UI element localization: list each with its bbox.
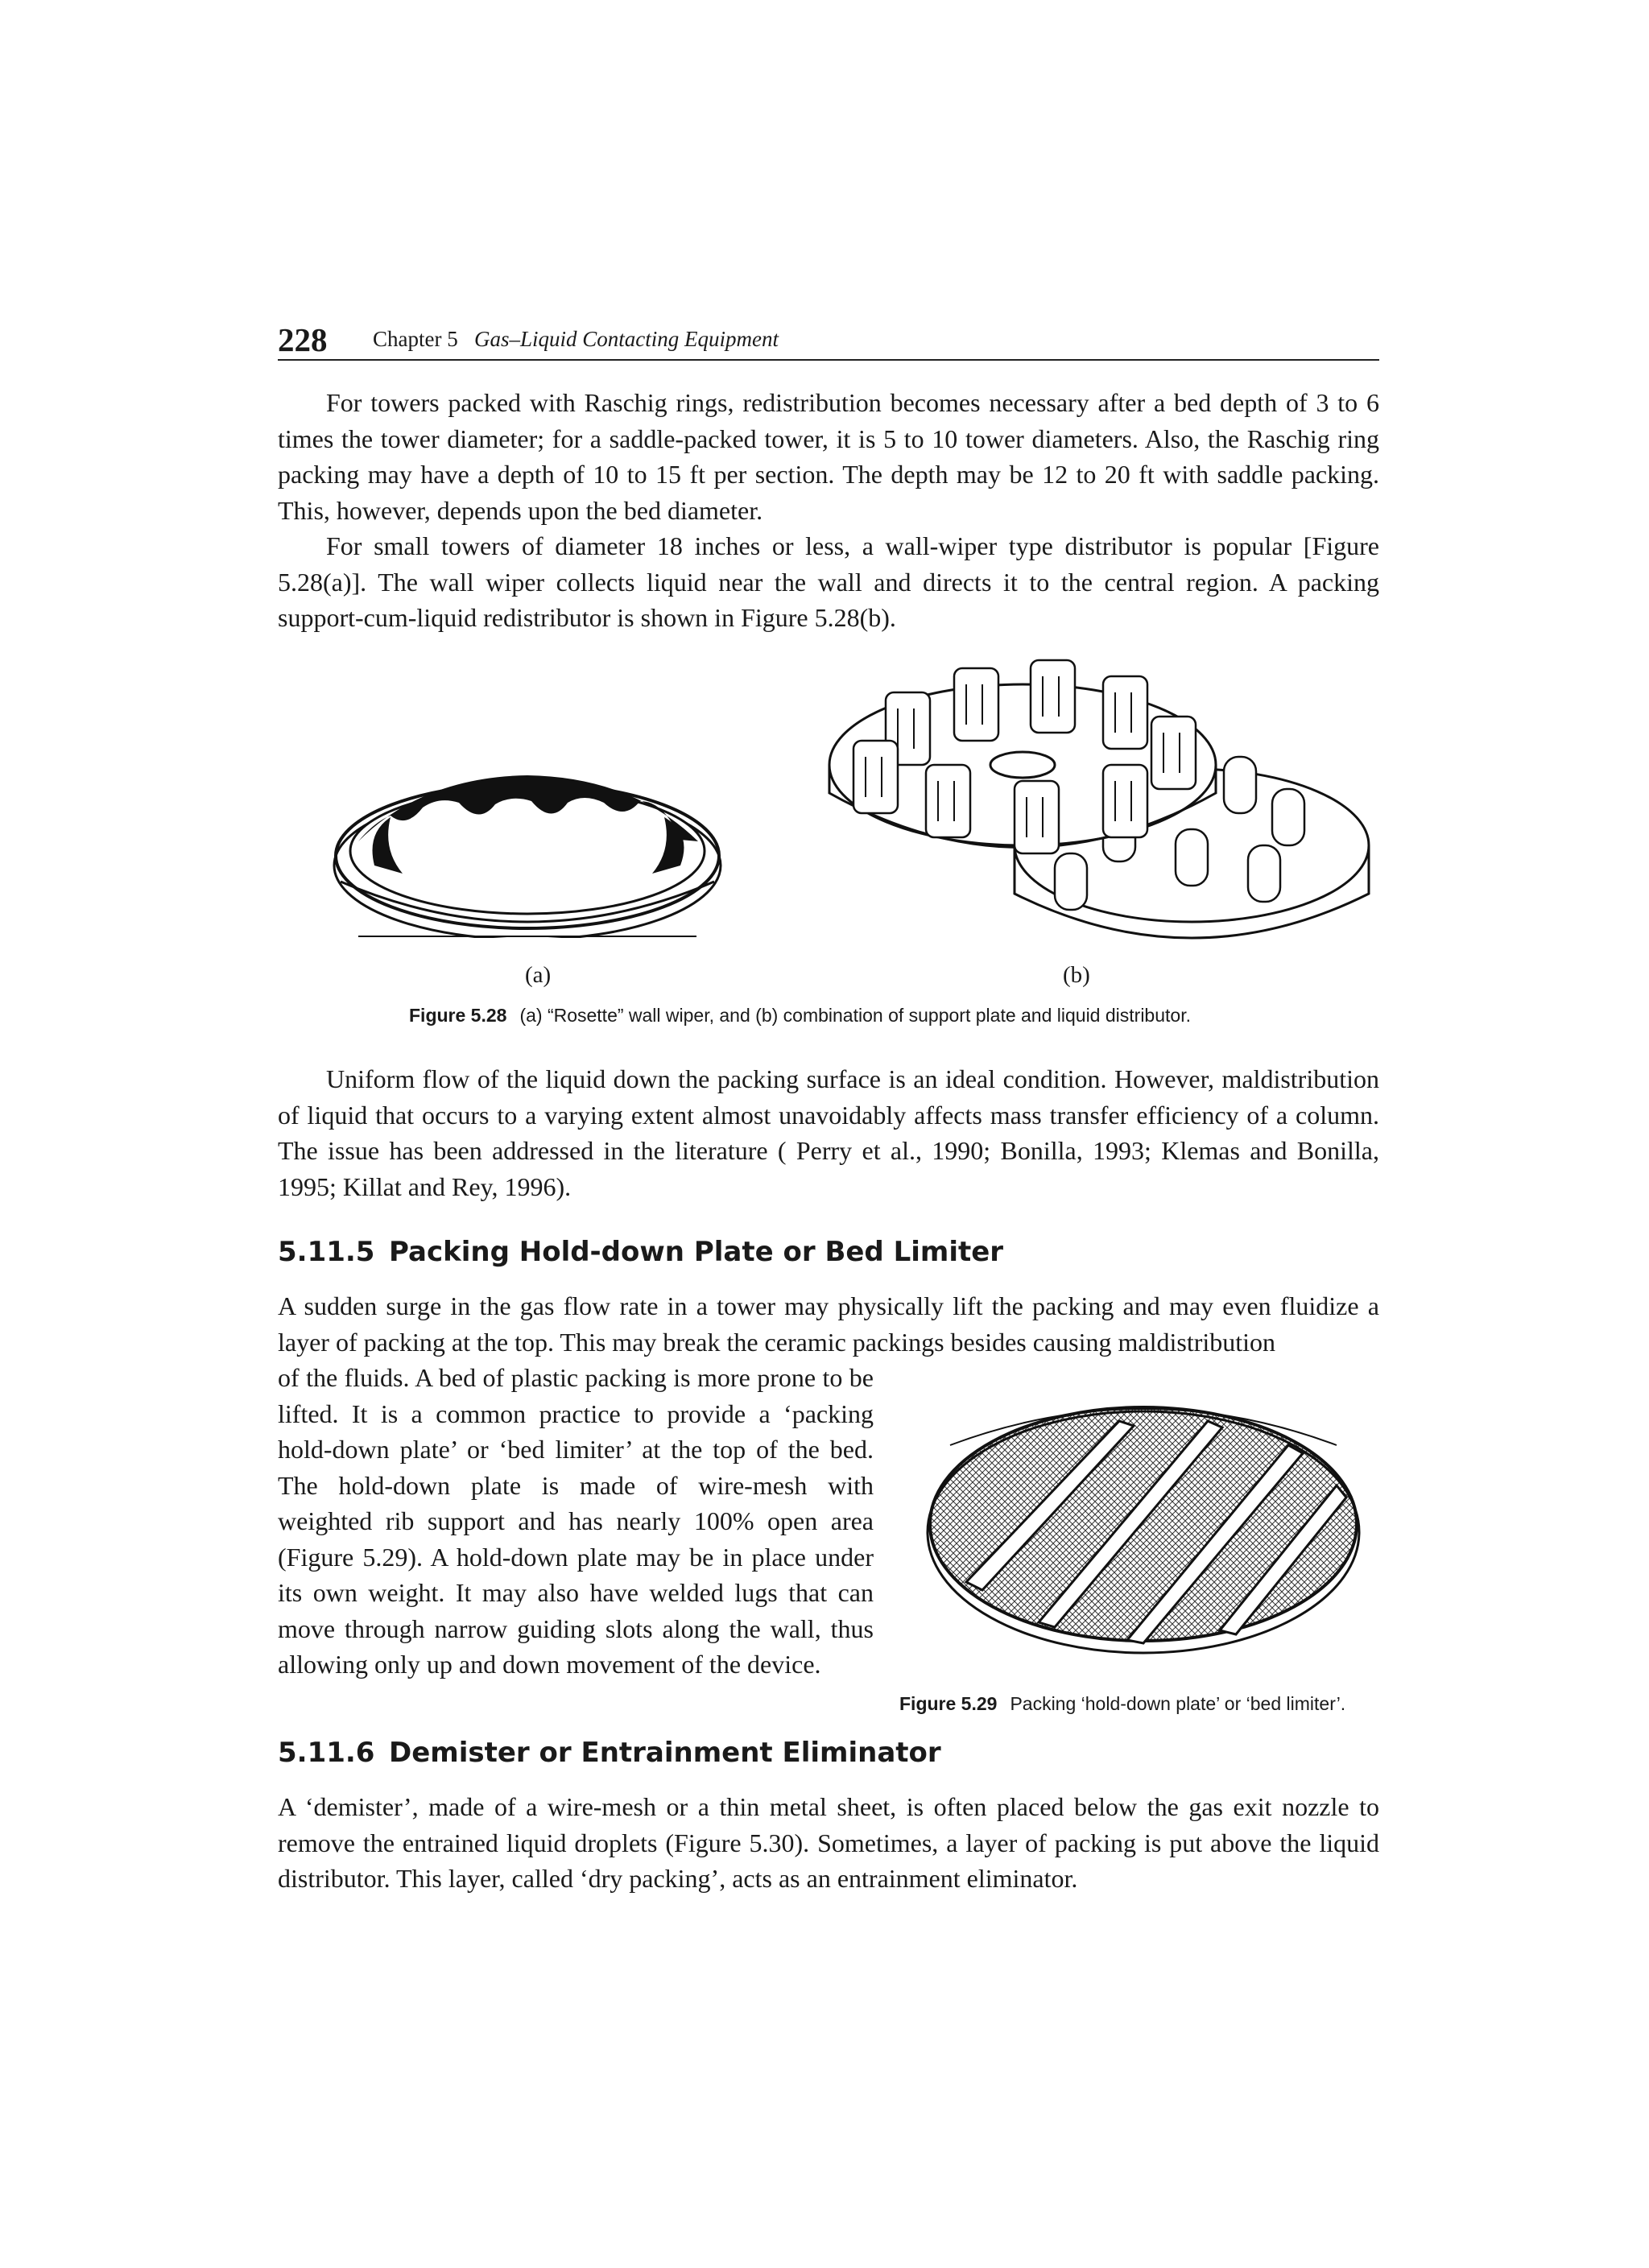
section-title: Demister or Entrainment Eliminator bbox=[389, 1737, 941, 1769]
figure-5-28-label-b: (b) bbox=[1063, 962, 1090, 988]
section-number: 5.11.5 bbox=[278, 1236, 375, 1268]
support-plate-distributor-illustration bbox=[813, 644, 1377, 966]
page-number: 228 bbox=[278, 321, 328, 358]
chapter-heading bbox=[373, 327, 779, 352]
rosette-wall-wiper-illustration bbox=[326, 745, 729, 938]
figure-5-28-label-a: (a) bbox=[525, 962, 552, 988]
running-header bbox=[278, 320, 1379, 361]
figure-5-28-caption bbox=[409, 1005, 1191, 1027]
figure-5-29-number: Figure 5.29 bbox=[899, 1693, 998, 1714]
paragraph-maldistribution: Uniform flow of the liquid down the packing surface is an ideal condition. However, maldistribution of liquid that occurs to a varying extent almost unavoidably affects mass transfer efficiency of a column. The issue has been addressed in the literature ( Perry et al., 1990; Bonilla, 1993; Klemas and Bonilla, 1995; Killat and Rey, 1996). bbox=[278, 1064, 1379, 1201]
chapter-label: Chapter 5 bbox=[373, 327, 458, 351]
paragraph-redistribution: For towers packed with Raschig rings, redistribution becomes necessary after a bed depth of 3 to 6 times the tower diameter; for a saddle-packed tower, it is 5 to 10 tower diameters. Also, the Raschig ring packing may have a depth of 10 to 15 ft per section. The depth may be 12 to 20 ft with saddle packing. This, however, depends upon the bed diameter. bbox=[278, 388, 1379, 525]
figure-5-29-text: Packing ‘hold-down plate’ or ‘bed limiter’. bbox=[1010, 1693, 1346, 1714]
chapter-title: Gas–Liquid Contacting Equipment bbox=[473, 327, 779, 351]
paragraph-hold-down-plate: of the fluids. A bed of plastic packing is more prone to be lifted. It is a common practice to provide a ‘packing hold-down plate’ or ‘bed limiter’ at the top of the bed. The hold-down plate is made of wire-mesh with weighted rib support and has nearly 100% open area (Figure 5.29). A hold-down plate may be in place under its own weight. It may also have welded lugs that can move through narrow guiding slots along the wall, thus allowing only up and down movement of the device. bbox=[278, 1363, 874, 1679]
hold-down-plate-illustration bbox=[918, 1389, 1369, 1663]
section-number: 5.11.6 bbox=[278, 1737, 375, 1769]
section-heading-hold-down-plate bbox=[278, 1236, 1003, 1268]
figure-5-29-caption bbox=[899, 1693, 1345, 1715]
figure-5-28-number: Figure 5.28 bbox=[409, 1005, 507, 1026]
section-title: Packing Hold-down Plate or Bed Limiter bbox=[389, 1236, 1004, 1268]
paragraph-demister: A ‘demister’, made of a wire-mesh or a thin metal sheet, is often placed below the gas exit nozzle to remove the entrained liquid droplets (Figure 5.30). Sometimes, a layer of packing is put above the liquid distributor. This layer, called ‘dry packing’, acts as an entrainment eliminator. bbox=[278, 1792, 1379, 1893]
paragraph-wall-wiper: For small towers of diameter 18 inches or less, a wall-wiper type distributor is popular [Figure 5.28(a)]. The wall wiper collects liquid near the wall and directs it to the central region. A packing support-cum-liquid redistributor is shown in Figure 5.28(b). bbox=[278, 531, 1379, 632]
paragraph-gas-surge: A sudden surge in the gas flow rate in a tower may physically lift the packing and may even fluidize a layer of packing at the top. This may break the ceramic packings besides causing maldistribution bbox=[278, 1291, 1379, 1357]
figure-5-28-text: (a) “Rosette” wall wiper, and (b) combination of support plate and liquid distributor. bbox=[519, 1005, 1191, 1026]
section-heading-demister bbox=[278, 1737, 941, 1769]
